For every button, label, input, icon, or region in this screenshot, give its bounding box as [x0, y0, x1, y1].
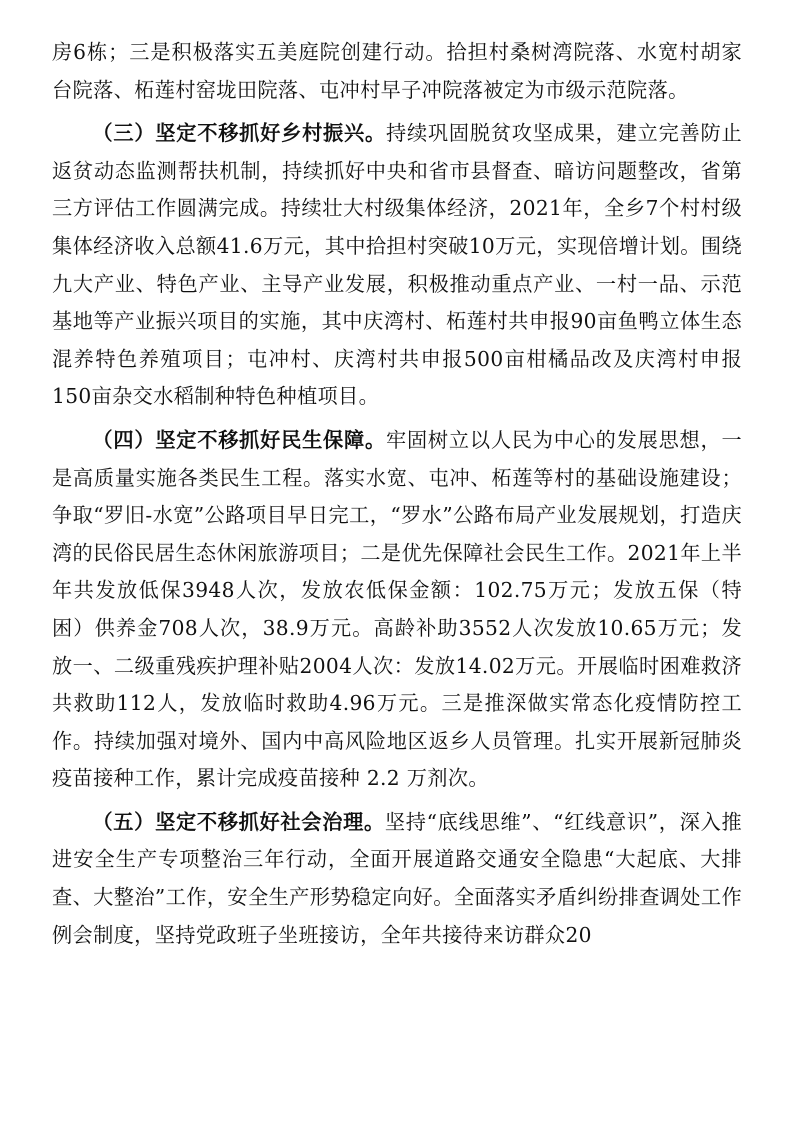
section-heading: （四）坚定不移抓好民生保障。 [92, 427, 386, 452]
paragraph-social-governance [52, 804, 742, 954]
section-heading: （三）坚定不移抓好乡村振兴。 [92, 121, 386, 146]
paragraph-body: 坚持“底线思维”、“红线意识”，深入推进安全生产专项整治三年行动，全面开展道路交通安全隐患“大起底、大排查、大整治”工作，安全生产形势稳定向好。全面落实矛盾纠纷排查调处工作例会制度，坚持党政班子坐班接访，全年共接待来访群众20 [52, 809, 742, 947]
paragraph-body: 牢固树立以人民为中心的发展思想，一是高质量实施各类民生工程。落实水宽、屯冲、柘莲等村的基础设施建设；争取“罗旧-水宽”公路项目早日完工，“罗水”公路布局产业发展规划，打造庆湾的民俗民居生态休闲旅游项目；二是优先保障社会民生工作。2021年上半年共发放低保3948人次，发放农低保金额：102.75万元；发放五保（特困）供养金708人次，38.9万元。高龄补助3552人次发放10.65万元；发放一、二级重残疾护理补贴2004人次：发放14.02万元。开展临时困难救济共救助112人，发放临时救助4.96万元。三是推深做实常态化疫情防控工作。持续加强对境外、国内中高风险地区返乡人员管理。扎实开展新冠肺炎疫苗接种工作，累计完成疫苗接种 2.2 万剂次。 [52, 427, 743, 791]
paragraph-body: 持续巩固脱贫攻坚成果，建立完善防止返贫动态监测帮扶机制，持续抓好中央和省市县督查、暗访问题整改，省第三方评估工作圆满完成。持续壮大村级集体经济，2021年，全乡7个村村级集体经济收入总额41.6万元，其中拾担村突破10万元，实现倍增计划。围绕九大产业、特色产业、主导产业发展，积极推动重点产业、一村一品、示范基地等产业振兴项目的实施，其中庆湾村、柘莲村共申报90亩鱼鸭立体生态混养特色养殖项目；屯冲村、庆湾村共申报500亩柑橘品改及庆湾村申报150亩杂交水稻制种特色种植项目。 [52, 121, 743, 409]
section-heading: （五）坚定不移抓好社会治理。 [92, 809, 385, 834]
paragraph-continuation [52, 34, 742, 109]
paragraph-body: 房6栋；三是积极落实五美庭院创建行动。拾担村桑树湾院落、水宽村胡家台院落、柘莲村窑垅田院落、屯冲村早子冲院落被定为市级示范院落。 [52, 40, 742, 102]
document-body [52, 34, 742, 954]
paragraph-livelihood [52, 422, 742, 798]
paragraph-rural-revitalization [52, 115, 742, 416]
